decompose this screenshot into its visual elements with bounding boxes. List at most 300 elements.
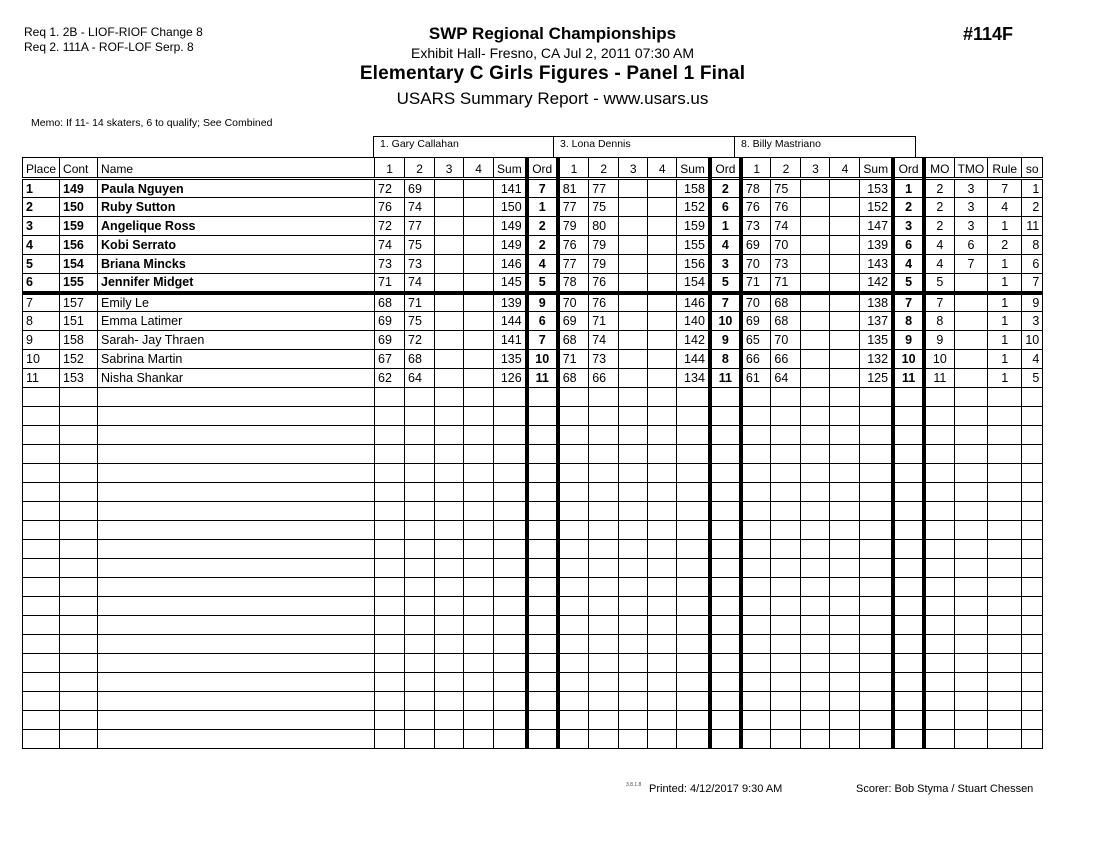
blank-cell [893, 540, 924, 559]
judge-1-score-1-cell: 72 [375, 179, 405, 198]
judge-2-score-2-cell: 76 [589, 274, 619, 293]
judge-3-score-3-cell [801, 236, 830, 255]
blank-cell [988, 730, 1022, 749]
judge-3-score-2-cell: 68 [771, 293, 801, 312]
judge-1-score-1-cell: 72 [375, 217, 405, 236]
judge-3-score-3-cell [801, 331, 830, 350]
blank-cell [435, 673, 464, 692]
blank-cell [527, 730, 558, 749]
blank-cell [954, 464, 988, 483]
judge-1-sum-cell: 135 [494, 350, 527, 369]
blank-cell [801, 616, 830, 635]
judge-1-score-2-cell: 71 [405, 293, 435, 312]
blank-cell [405, 388, 435, 407]
name-cell: Briana Mincks [98, 255, 375, 274]
blank-cell [98, 464, 375, 483]
blank-cell [23, 483, 60, 502]
blank-cell [771, 597, 801, 616]
blank-cell [893, 483, 924, 502]
blank-cell [1022, 692, 1043, 711]
judge-2-score-2-cell: 66 [589, 369, 619, 388]
blank-cell [60, 673, 98, 692]
result-row [23, 255, 1043, 274]
blank-cell [375, 578, 405, 597]
name-cell: Emma Latimer [98, 312, 375, 331]
blank-cell [801, 540, 830, 559]
cont-cell: 157 [60, 293, 98, 312]
blank-cell [801, 521, 830, 540]
result-row [23, 179, 1043, 198]
blank-cell [375, 540, 405, 559]
blank-cell [619, 464, 648, 483]
blank-cell [988, 464, 1022, 483]
judge-1-score-3-cell [435, 198, 464, 217]
judge-2-score-1-cell: 69 [558, 312, 589, 331]
blank-cell [375, 673, 405, 692]
blank-row [23, 464, 1043, 483]
cont-cell: 155 [60, 274, 98, 293]
blank-cell [677, 445, 710, 464]
judge-1-score-4-cell [464, 255, 494, 274]
blank-cell [464, 578, 494, 597]
blank-cell [648, 559, 677, 578]
blank-cell [830, 578, 860, 597]
blank-cell [619, 445, 648, 464]
blank-cell [801, 464, 830, 483]
judge-1-score-4-cell [464, 236, 494, 255]
blank-cell [1022, 388, 1043, 407]
judge-1-sum-cell: 149 [494, 236, 527, 255]
judge-2-ord-cell: 8 [710, 350, 741, 369]
blank-cell [60, 483, 98, 502]
blank-cell [771, 673, 801, 692]
judge-2-sum-cell: 155 [677, 236, 710, 255]
blank-cell [464, 502, 494, 521]
judge-2-ord-cell: 4 [710, 236, 741, 255]
judge-1-score-1-cell: 71 [375, 274, 405, 293]
blank-cell [860, 578, 893, 597]
blank-cell [771, 654, 801, 673]
blank-row [23, 597, 1043, 616]
blank-cell [527, 483, 558, 502]
judge-1-score-2-cell: 74 [405, 198, 435, 217]
blank-cell [893, 426, 924, 445]
judge-2-score-1-cell: 71 [558, 350, 589, 369]
j3-col-sum: Sum [860, 158, 893, 179]
blank-cell [1022, 616, 1043, 635]
rule-cell: 1 [988, 369, 1022, 388]
judge-3-score-4-cell [830, 331, 860, 350]
blank-cell [801, 692, 830, 711]
blank-cell [893, 711, 924, 730]
blank-cell [710, 559, 741, 578]
blank-cell [710, 578, 741, 597]
blank-cell [375, 711, 405, 730]
blank-cell [710, 426, 741, 445]
j1-col-2: 2 [405, 158, 435, 179]
blank-cell [988, 540, 1022, 559]
blank-cell [924, 578, 954, 597]
blank-cell [893, 559, 924, 578]
result-row [23, 331, 1043, 350]
judge-2-sum-cell: 144 [677, 350, 710, 369]
name-cell: Paula Nguyen [98, 179, 375, 198]
judge-3-sum-cell: 143 [860, 255, 893, 274]
blank-cell [830, 407, 860, 426]
blank-cell [988, 654, 1022, 673]
result-row [23, 293, 1043, 312]
judge-2-score-1-cell: 77 [558, 255, 589, 274]
blank-row [23, 654, 1043, 673]
blank-cell [98, 711, 375, 730]
j3-col-ord: Ord [893, 158, 924, 179]
blank-cell [464, 388, 494, 407]
judge-1-score-1-cell: 62 [375, 369, 405, 388]
blank-row [23, 502, 1043, 521]
blank-cell [98, 730, 375, 749]
judge-1-ord-cell: 11 [527, 369, 558, 388]
blank-cell [464, 540, 494, 559]
blank-cell [619, 483, 648, 502]
judge-2-score-4-cell [648, 198, 677, 217]
blank-cell [830, 597, 860, 616]
blank-cell [677, 711, 710, 730]
blank-cell [893, 521, 924, 540]
blank-cell [60, 388, 98, 407]
judge-2-score-1-cell: 68 [558, 331, 589, 350]
blank-cell [589, 445, 619, 464]
judge-1-score-4-cell [464, 198, 494, 217]
judge-2-score-3-cell [619, 217, 648, 236]
name-cell: Kobi Serrato [98, 236, 375, 255]
blank-cell [23, 673, 60, 692]
judge-1-score-1-cell: 69 [375, 331, 405, 350]
blank-cell [771, 578, 801, 597]
blank-cell [1022, 464, 1043, 483]
blank-cell [435, 559, 464, 578]
judge-1-ord-cell: 2 [527, 217, 558, 236]
blank-cell [988, 578, 1022, 597]
blank-cell [741, 597, 771, 616]
judge-1-score-2-cell: 73 [405, 255, 435, 274]
judge-2-score-3-cell [619, 274, 648, 293]
judge-2-score-4-cell [648, 255, 677, 274]
so-cell: 2 [1022, 198, 1043, 217]
blank-cell [741, 464, 771, 483]
judge-3-sum-cell: 153 [860, 179, 893, 198]
judge-2-score-1-cell: 68 [558, 369, 589, 388]
blank-cell [619, 730, 648, 749]
blank-cell [23, 521, 60, 540]
judge-3-score-1-cell: 66 [741, 350, 771, 369]
mo-cell: 2 [924, 179, 954, 198]
blank-cell [830, 654, 860, 673]
judge-1-score-2-cell: 72 [405, 331, 435, 350]
blank-cell [464, 692, 494, 711]
place-cell: 10 [23, 350, 60, 369]
blank-cell [589, 502, 619, 521]
judge-2-score-3-cell [619, 198, 648, 217]
blank-cell [830, 711, 860, 730]
blank-cell [771, 540, 801, 559]
blank-cell [558, 635, 589, 654]
judge-3-score-2-cell: 70 [771, 236, 801, 255]
blank-cell [710, 388, 741, 407]
judge-2-sum-cell: 142 [677, 331, 710, 350]
blank-cell [619, 540, 648, 559]
judge-1-sum-cell: 149 [494, 217, 527, 236]
blank-cell [801, 502, 830, 521]
blank-cell [710, 711, 741, 730]
place-cell: 8 [23, 312, 60, 331]
judge-3-sum-cell: 138 [860, 293, 893, 312]
blank-cell [494, 445, 527, 464]
blank-cell [375, 730, 405, 749]
blank-cell [23, 540, 60, 559]
judge-2-score-3-cell [619, 255, 648, 274]
blank-cell [801, 673, 830, 692]
blank-cell [830, 635, 860, 654]
blank-cell [710, 464, 741, 483]
blank-cell [405, 635, 435, 654]
blank-cell [405, 559, 435, 578]
mo-cell: 9 [924, 331, 954, 350]
blank-cell [494, 521, 527, 540]
mo-cell: 4 [924, 236, 954, 255]
blank-cell [60, 692, 98, 711]
blank-cell [375, 559, 405, 578]
blank-row [23, 711, 1043, 730]
judge-1-score-4-cell [464, 331, 494, 350]
judge-1-ord-cell: 10 [527, 350, 558, 369]
blank-cell [741, 673, 771, 692]
judge-1-ord-cell: 7 [527, 179, 558, 198]
blank-cell [405, 578, 435, 597]
blank-cell [860, 692, 893, 711]
judge-3-score-2-cell: 74 [771, 217, 801, 236]
judge-3-ord-cell: 5 [893, 274, 924, 293]
blank-cell [619, 407, 648, 426]
blank-cell [924, 502, 954, 521]
blank-cell [741, 521, 771, 540]
judge-3-ord-cell: 4 [893, 255, 924, 274]
blank-cell [741, 711, 771, 730]
judge-3-sum-cell: 139 [860, 236, 893, 255]
blank-cell [710, 692, 741, 711]
blank-cell [860, 616, 893, 635]
col-tmo: TMO [954, 158, 988, 179]
blank-cell [405, 616, 435, 635]
blank-cell [677, 559, 710, 578]
blank-row [23, 692, 1043, 711]
blank-cell [558, 730, 589, 749]
judge-2-score-1-cell: 76 [558, 236, 589, 255]
judge-3-score-4-cell [830, 274, 860, 293]
blank-cell [589, 388, 619, 407]
blank-cell [830, 692, 860, 711]
blank-cell [527, 464, 558, 483]
blank-cell [677, 730, 710, 749]
blank-cell [464, 654, 494, 673]
blank-cell [988, 673, 1022, 692]
blank-cell [771, 559, 801, 578]
blank-cell [23, 426, 60, 445]
requirement-1: Req 1. 2B - LIOF-RIOF Change 8 [24, 25, 203, 39]
j2-col-sum: Sum [677, 158, 710, 179]
blank-cell [23, 502, 60, 521]
blank-cell [801, 578, 830, 597]
blank-row [23, 407, 1043, 426]
judge-2-score-3-cell [619, 312, 648, 331]
blank-cell [988, 692, 1022, 711]
blank-cell [60, 407, 98, 426]
judge-1-score-3-cell [435, 217, 464, 236]
blank-cell [648, 540, 677, 559]
blank-cell [648, 692, 677, 711]
blank-cell [801, 711, 830, 730]
blank-cell [60, 540, 98, 559]
blank-cell [924, 426, 954, 445]
blank-cell [860, 388, 893, 407]
blank-cell [558, 559, 589, 578]
memo: Memo: If 11- 14 skaters, 6 to qualify; See Combined [31, 117, 273, 129]
blank-cell [589, 540, 619, 559]
blank-cell [375, 407, 405, 426]
blank-cell [677, 654, 710, 673]
judge-1-score-3-cell [435, 350, 464, 369]
blank-cell [860, 559, 893, 578]
judge-3-sum-cell: 125 [860, 369, 893, 388]
blank-cell [710, 445, 741, 464]
rule-cell: 1 [988, 331, 1022, 350]
j1-col-sum: Sum [494, 158, 527, 179]
blank-cell [771, 445, 801, 464]
blank-cell [405, 597, 435, 616]
judge-2-score-3-cell [619, 350, 648, 369]
judge-3-score-3-cell [801, 217, 830, 236]
blank-cell [893, 388, 924, 407]
place-cell: 4 [23, 236, 60, 255]
blank-cell [954, 616, 988, 635]
so-cell: 1 [1022, 179, 1043, 198]
judge-1-sum-cell: 150 [494, 198, 527, 217]
judge-1-score-4-cell [464, 179, 494, 198]
blank-cell [60, 578, 98, 597]
blank-cell [677, 426, 710, 445]
blank-cell [589, 483, 619, 502]
blank-cell [464, 559, 494, 578]
judge-2-score-4-cell [648, 312, 677, 331]
blank-cell [527, 635, 558, 654]
so-cell: 6 [1022, 255, 1043, 274]
tmo-cell: 6 [954, 236, 988, 255]
so-cell: 8 [1022, 236, 1043, 255]
blank-cell [98, 635, 375, 654]
tmo-cell [954, 274, 988, 293]
judge-3-score-1-cell: 69 [741, 236, 771, 255]
blank-cell [924, 692, 954, 711]
requirement-2: Req 2. 111A - ROF-LOF Serp. 8 [24, 40, 194, 54]
blank-cell [924, 559, 954, 578]
judge-2-score-3-cell [619, 179, 648, 198]
blank-cell [527, 445, 558, 464]
blank-cell [98, 426, 375, 445]
judge-1-score-1-cell: 73 [375, 255, 405, 274]
blank-cell [954, 730, 988, 749]
blank-cell [435, 388, 464, 407]
judge-2-score-1-cell: 79 [558, 217, 589, 236]
judge-1-score-2-cell: 77 [405, 217, 435, 236]
blank-cell [954, 502, 988, 521]
blank-cell [677, 483, 710, 502]
blank-cell [830, 540, 860, 559]
blank-cell [464, 616, 494, 635]
result-row [23, 236, 1043, 255]
blank-cell [464, 635, 494, 654]
blank-cell [435, 711, 464, 730]
blank-cell [710, 540, 741, 559]
judge-2-score-2-cell: 79 [589, 255, 619, 274]
blank-cell [741, 635, 771, 654]
blank-cell [98, 578, 375, 597]
blank-cell [375, 464, 405, 483]
judge-1-score-1-cell: 76 [375, 198, 405, 217]
blank-cell [860, 502, 893, 521]
blank-cell [375, 635, 405, 654]
blank-cell [988, 483, 1022, 502]
blank-row [23, 673, 1043, 692]
blank-cell [710, 635, 741, 654]
result-row [23, 312, 1043, 331]
blank-cell [98, 407, 375, 426]
blank-cell [954, 388, 988, 407]
blank-cell [677, 464, 710, 483]
blank-cell [619, 597, 648, 616]
blank-cell [98, 616, 375, 635]
blank-cell [988, 426, 1022, 445]
blank-cell [494, 407, 527, 426]
blank-cell [801, 426, 830, 445]
blank-cell [23, 578, 60, 597]
blank-cell [558, 426, 589, 445]
judge-2-score-1-cell: 78 [558, 274, 589, 293]
cont-cell: 158 [60, 331, 98, 350]
judge-3-score-1-cell: 71 [741, 274, 771, 293]
judge-1-ord-cell: 6 [527, 312, 558, 331]
blank-cell [494, 388, 527, 407]
blank-cell [830, 673, 860, 692]
judge-1-sum-cell: 141 [494, 179, 527, 198]
judge-1-ord-cell: 5 [527, 274, 558, 293]
blank-cell [558, 388, 589, 407]
judge-3-ord-cell: 8 [893, 312, 924, 331]
blank-cell [527, 521, 558, 540]
place-cell: 5 [23, 255, 60, 274]
blank-cell [60, 559, 98, 578]
blank-cell [464, 673, 494, 692]
so-cell: 11 [1022, 217, 1043, 236]
judge-3-score-4-cell [830, 236, 860, 255]
blank-cell [924, 635, 954, 654]
blank-cell [23, 711, 60, 730]
judge-1-sum-cell: 139 [494, 293, 527, 312]
blank-cell [801, 407, 830, 426]
blank-cell [954, 426, 988, 445]
blank-cell [1022, 578, 1043, 597]
cont-cell: 153 [60, 369, 98, 388]
mo-cell: 7 [924, 293, 954, 312]
blank-cell [988, 445, 1022, 464]
